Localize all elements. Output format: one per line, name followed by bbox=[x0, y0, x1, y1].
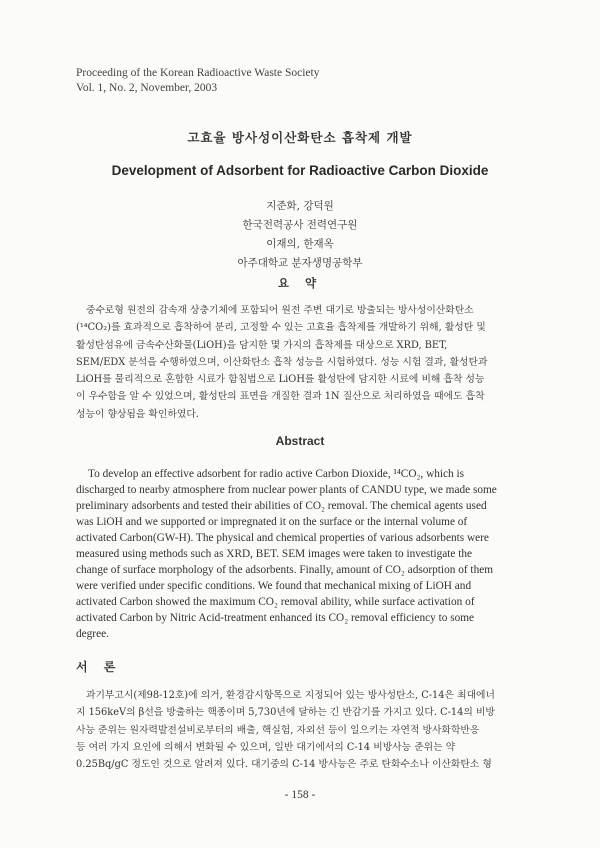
author-names-2: 이재의, 한재옥 bbox=[266, 238, 334, 250]
text-line: 활성탄섬유에 금속수산화물(LiOH)을 담지한 몇 가지의 흡착제를 대상으로 XRD, BET, bbox=[76, 339, 448, 351]
text-line: were verified under specific conditions. We found that mechanical mixing of LiOH and bbox=[76, 580, 472, 592]
text-line: 성능이 향상됨을 확인하였다. bbox=[76, 408, 199, 420]
text-line: 등 여러 가지 요인에 의해서 변화될 수 있으며, 일반 대기에서의 C-14 비방사능 준위는 약 bbox=[76, 741, 456, 753]
text-line: measured using methods such as XRD, BET. SEM images were taken to investigate the bbox=[76, 548, 473, 560]
korean-abstract-heading: 요 약 bbox=[277, 276, 323, 290]
korean-abstract-body bbox=[76, 302, 538, 423]
abstract-body bbox=[76, 466, 538, 642]
author-names-1: 지준화, 강덕원 bbox=[266, 200, 334, 212]
text-line: 지 156keV의 β선을 방출하는 핵종이며 5,730년에 달하는 긴 반감기를 가지고 있다. C-14의 비방 bbox=[76, 707, 495, 719]
text-line: activated Carbon(GW-H). The physical and chemical properties of various adsorbents were bbox=[76, 532, 489, 544]
text-line: activated Carbon showed the maximum CO₂ removal ability, while surface activation of bbox=[76, 596, 475, 608]
abstract-heading: Abstract bbox=[275, 434, 325, 448]
text-line: preliminary adsorbents and tested their abilities of CO₂ removal. The chemical agents used bbox=[76, 500, 487, 512]
text-line: discharged to nearby atmosphere from nuclear power plants of CANDU type, we made some bbox=[76, 484, 497, 496]
text-line: 이 우수함을 알 수 있었으며, 활성탄의 표면을 개질한 결과 1N 질산으로 처리하였을 때에도 흡착 bbox=[76, 391, 485, 403]
introduction-body bbox=[76, 687, 538, 773]
introduction-heading: 서 론 bbox=[76, 660, 122, 674]
author-block bbox=[0, 197, 600, 273]
text-line: activated Carbon by Nitric Acid-treatment enhanced its CO₂ removal efficiency to some bbox=[76, 612, 475, 624]
volume-info: Vol. 1, No. 2, November, 2003 bbox=[76, 82, 218, 94]
text-line: change of surface morphology of the adsorbents. Finally, amount of CO₂ adsorption of them bbox=[76, 564, 494, 576]
text-line: degree. bbox=[76, 628, 109, 640]
text-line: 사능 준위는 원자력발전설비로부터의 배출, 핵실험, 자외선 등이 일으키는 자연적 방사화학반응 bbox=[76, 724, 480, 736]
text-line: 과기부고시(제98-12호)에 의거, 환경감시항목으로 지정되어 있는 방사성탄소, C-14은 최대에너 bbox=[86, 690, 495, 701]
text-line: 0.25Bq/gC 정도인 것으로 알려져 있다. 대기중의 C-14 방사능은 주로 탄화수소나 이산화탄소 형 bbox=[76, 759, 492, 771]
title-english: Development of Adsorbent for Radioactive Carbon Dioxide bbox=[111, 163, 489, 178]
proceeding-name: Proceeding of the Korean Radioactive Waste Society bbox=[76, 67, 320, 79]
text-line: SEM/EDX 분석을 수행하였으며, 이산화탄소 흡착 성능을 시험하였다. 성능 시험 결과, 활성탄과 bbox=[76, 356, 488, 368]
text-line: 중수로형 원전의 감속재 상충기체에 포함되어 원전 주변 대기로 방출되는 방사성이산화탄소 bbox=[86, 305, 474, 316]
text-line: was LiOH and we supported or impregnated it on the surface or the internal volume of bbox=[76, 516, 468, 528]
text-line: LiOH를 물리적으로 혼합한 시료가 함침법으로 LiOH를 활성탄에 담지한 시료에 비해 흡착 성능 bbox=[76, 374, 485, 386]
title-korean: 고효율 방사성이산화탄소 흡착제 개발 bbox=[187, 130, 413, 145]
proceeding-header bbox=[76, 66, 319, 96]
page-number: - 158 - bbox=[284, 789, 316, 801]
text-line: (¹⁴CO₂)를 효과적으로 흡착하여 분리, 고정할 수 있는 고효율 흡착제를 개발하기 위해, 활성탄 및 bbox=[76, 322, 486, 334]
text-line: To develop an effective adsorbent for radio active Carbon Dioxide, ¹⁴CO₂, which is bbox=[88, 468, 465, 480]
affiliation-2: 아주대학교 분자생명공학부 bbox=[237, 257, 363, 269]
affiliation-1: 한국전력공사 전력연구원 bbox=[242, 219, 358, 231]
